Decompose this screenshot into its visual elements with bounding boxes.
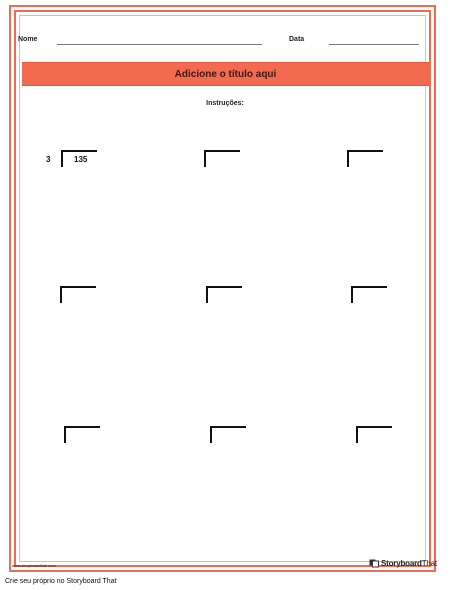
storyboard-logo-icon	[369, 558, 379, 568]
storyboardthat-logo[interactable]	[369, 557, 437, 569]
dividend-1: 135	[74, 155, 88, 164]
division-bracket-8	[210, 426, 246, 443]
page-caption: Crie seu próprio no Storyboard That	[5, 578, 117, 585]
division-bracket-9	[356, 426, 392, 443]
date-line[interactable]	[329, 44, 419, 45]
footer-url[interactable]: www.storyboardthat.com	[12, 563, 56, 568]
division-bracket-5	[206, 286, 242, 303]
logo-text-strong: Storyboard	[381, 558, 422, 568]
division-bracket-2	[204, 150, 240, 167]
division-bracket-6	[351, 286, 387, 303]
name-line[interactable]	[57, 44, 262, 45]
division-bracket-3	[347, 150, 383, 167]
date-label: Data	[289, 36, 305, 43]
logo-wordmark	[381, 559, 437, 568]
title-band	[22, 62, 429, 86]
logo-text-light: That	[421, 558, 437, 568]
instructions-label[interactable]: Instruções:	[206, 100, 244, 107]
worksheet-title[interactable]: Adicione o título aqui	[174, 68, 277, 80]
name-label: Nome	[18, 36, 38, 43]
division-bracket-4	[60, 286, 96, 303]
division-bracket-7	[64, 426, 100, 443]
divisor-1: 3	[46, 155, 51, 164]
